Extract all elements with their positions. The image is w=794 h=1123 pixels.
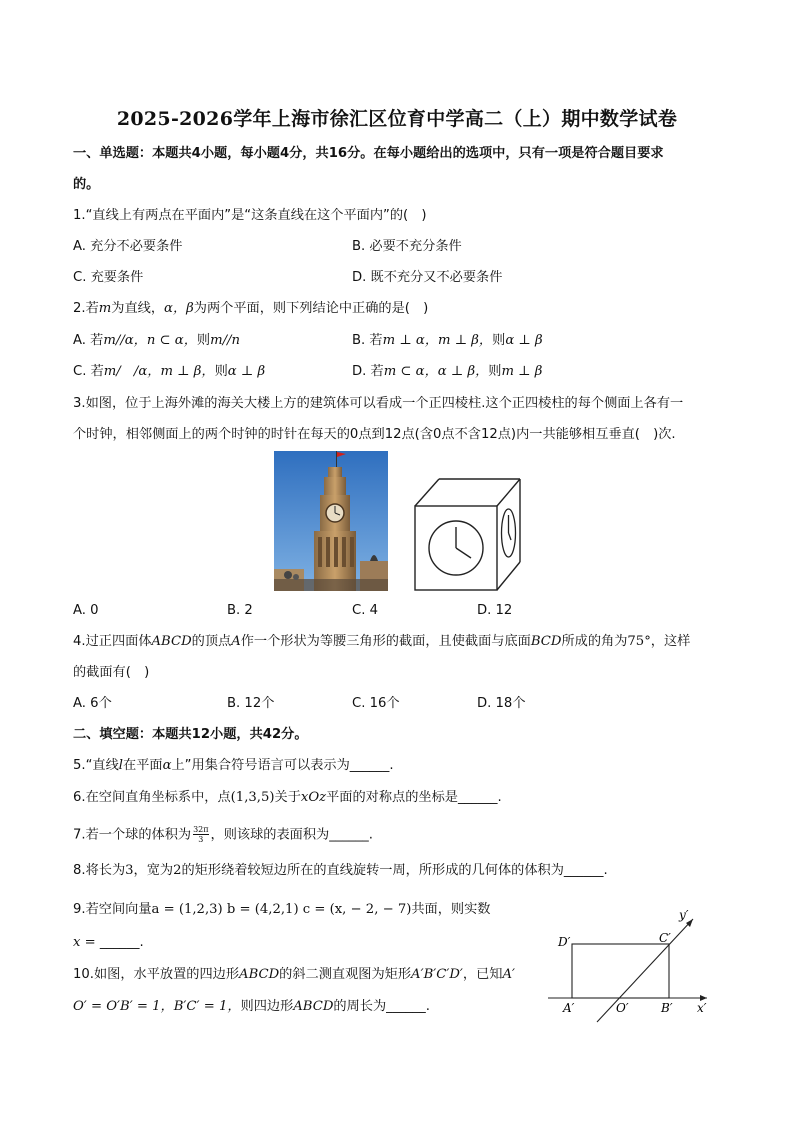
q2-option-b	[352, 332, 543, 350]
q10-mid: 的斜二测直观图为矩形	[279, 967, 412, 982]
q2-stem	[73, 300, 428, 318]
q2-a-res: m//n	[210, 333, 240, 348]
q2-c-res: α ⊥ β	[227, 364, 266, 379]
q7-num: 32π	[193, 825, 209, 834]
q10-l2-abcd: ABCD	[293, 999, 334, 1014]
q7-fraction	[193, 825, 208, 844]
q5	[73, 757, 394, 775]
section1-heading-cont: 的。	[73, 177, 100, 192]
q2-option-d	[352, 363, 542, 381]
q1-option-b: B. 必要不充分条件	[352, 239, 462, 254]
q4-l1-post: ，这样	[650, 634, 691, 649]
q3-option-d: D. 12	[477, 603, 513, 618]
q2-b-label: B. 若	[352, 333, 383, 348]
q8-a: 3	[125, 863, 134, 878]
q4-l1-a: A	[231, 634, 241, 649]
y-axis-line	[597, 919, 693, 1022]
label-a: A′	[563, 1001, 575, 1015]
q7-den: 3	[198, 835, 204, 844]
q9-line2	[73, 934, 144, 952]
q6-post: 平面的对称点的坐标是______.	[326, 790, 502, 805]
q9-blank: ______.	[99, 935, 144, 950]
q4-l1-bcd: BCD	[530, 634, 562, 649]
q2-option-a	[73, 332, 240, 350]
label-d: D′	[558, 935, 571, 949]
q8	[73, 862, 608, 880]
q10-l2-mid: 则四边形	[240, 999, 294, 1014]
q10-post: ，已知	[462, 967, 503, 982]
q9-line1	[73, 901, 490, 919]
q10-a-end: A′	[502, 967, 515, 982]
q10-rect: A′B′C′D′	[411, 967, 463, 982]
customs-house-photo	[274, 451, 388, 591]
q4-option-c: C. 16个	[352, 696, 400, 711]
q10-pre: 10.如图，水平放置的四边形	[73, 967, 240, 982]
q2-stem-m: m	[98, 301, 112, 316]
q9-post: 共面，则实数	[411, 902, 491, 917]
q5-l: l	[118, 758, 124, 773]
q1-option-a: A. 充分不必要条件	[73, 239, 183, 254]
q2-c-math: m/ /α，m ⊥ β，	[103, 364, 215, 379]
q9-vectors: a = (1,2,3) b = (4,2,1) c = (x, − 2, − 7)	[151, 902, 412, 917]
q10-l2-post: 的周长为______.	[333, 999, 430, 1014]
q7-post: ，则该球的表面积为______.	[210, 827, 373, 843]
q7-pre: 7.若一个球的体积为	[73, 827, 192, 843]
section1-heading: 一、单选题：本题共4小题，每小题4分，共16分。在每小题给出的选项中，只有一项是符合题目要求	[73, 146, 664, 161]
q2-d-res: m ⊥ β	[501, 364, 543, 379]
q5-post: 上”用集合符号语言可以表示为______.	[171, 758, 394, 773]
q2-b-res: α ⊥ β	[505, 333, 543, 348]
q2-b-math: m ⊥ α，m ⊥ β，	[382, 333, 493, 348]
q5-mid: 在平面	[123, 758, 163, 773]
q9-x: x =	[73, 935, 96, 950]
q2-stem-post: 为两个平面，则下列结论中正确的是( )	[193, 301, 429, 316]
q4-option-b: B. 12个	[227, 696, 275, 711]
q2-c-label: C. 若	[73, 364, 104, 379]
label-y: y′	[679, 908, 689, 922]
q8-b: 2	[173, 863, 182, 878]
q2-option-c	[73, 363, 265, 381]
q2-stem-pre: 2.若	[73, 301, 99, 316]
q2-a-then: 则	[196, 333, 211, 348]
q10-oblique-diagram	[545, 906, 715, 1024]
q2-d-then: 则	[488, 364, 502, 379]
q8-pre: 8.将长为	[73, 863, 126, 878]
q1-option-c: C. 充要条件	[73, 270, 144, 285]
section2-heading: 二、填空题：本题共12小题，共42分。	[73, 727, 308, 742]
q4-line2: 的截面有( )	[73, 665, 150, 680]
rect-abcd-prime	[572, 944, 669, 998]
q3-option-b: B. 2	[227, 603, 253, 618]
q4-l1-deg: 75°	[627, 634, 651, 649]
q6-pre: 6.在空间直角坐标系中，点	[73, 790, 231, 805]
q2-d-label: D. 若	[352, 364, 384, 379]
q4-l1-mid2: 作一个形状为等腰三角形的截面，且使截面与底面	[240, 634, 531, 649]
clock-cube-diagram	[414, 478, 522, 592]
q4-option-a: A. 6个	[73, 696, 112, 711]
q10-l2-math: O′ = O′B′ = 1，B′C′ = 1，	[73, 999, 241, 1014]
q2-d-math: m ⊂ α，α ⊥ β，	[383, 364, 489, 379]
q10-line2	[73, 998, 430, 1016]
q2-stem-mid: 为直线，	[111, 301, 165, 316]
label-c: C′	[659, 931, 671, 945]
q5-alpha: α	[162, 758, 172, 773]
q1-option-d: D. 既不充分又不必要条件	[352, 270, 503, 285]
q1-stem: 1.“直线上有两点在平面内”是“这条直线在这个平面内”的( )	[73, 208, 427, 223]
q4-l1-mid3: 所成的角为	[561, 634, 628, 649]
q6-point: (1,3,5)	[230, 790, 275, 805]
q2-b-then: 则	[492, 333, 506, 348]
q4-l1-abcd: ABCD	[151, 634, 192, 649]
q6	[73, 789, 502, 807]
q3-line2: 个时钟，相邻侧面上的两个时钟的时针在每天的0点到12点(含0点不含12点)内一共能够相互垂直( )次.	[73, 427, 676, 442]
page-title: 2025-2026学年上海市徐汇区位育中学高二（上）期中数学试卷	[116, 108, 678, 130]
q2-c-then: 则	[214, 364, 228, 379]
q10-abcd: ABCD	[239, 967, 280, 982]
q3-line1: 3.如图，位于上海外滩的海关大楼上方的建筑体可以看成一个正四棱柱.这个正四棱柱的每个侧面上各有一	[73, 396, 684, 411]
q2-stem-planes: α，β	[164, 301, 194, 316]
q8-post: 的矩形绕着较短边所在的直线旋转一周，所形成的几何体的体积为______.	[181, 863, 608, 878]
q3-option-c: C. 4	[352, 603, 378, 618]
label-x: x′	[697, 1001, 707, 1015]
q6-plane: xOz	[300, 790, 327, 805]
q5-pre: 5.“直线	[73, 758, 119, 773]
q4-l1-mid: 的顶点	[191, 634, 232, 649]
q2-a-math: m//α，n ⊂ α，	[103, 333, 197, 348]
q3-option-a: A. 0	[73, 603, 99, 618]
q4-l1-pre: 4.过正四面体	[73, 634, 152, 649]
label-o: O′	[616, 1001, 629, 1015]
label-b: B′	[661, 1001, 673, 1015]
q6-mid: 关于	[274, 790, 301, 805]
q2-a-label: A. 若	[73, 333, 104, 348]
q4-line1	[73, 633, 690, 651]
q4-option-d: D. 18个	[477, 696, 526, 711]
q8-mid: ，宽为	[133, 863, 174, 878]
q10-line1	[73, 966, 515, 984]
q9-pre: 9.若空间向量	[73, 902, 152, 917]
q7	[73, 825, 373, 845]
